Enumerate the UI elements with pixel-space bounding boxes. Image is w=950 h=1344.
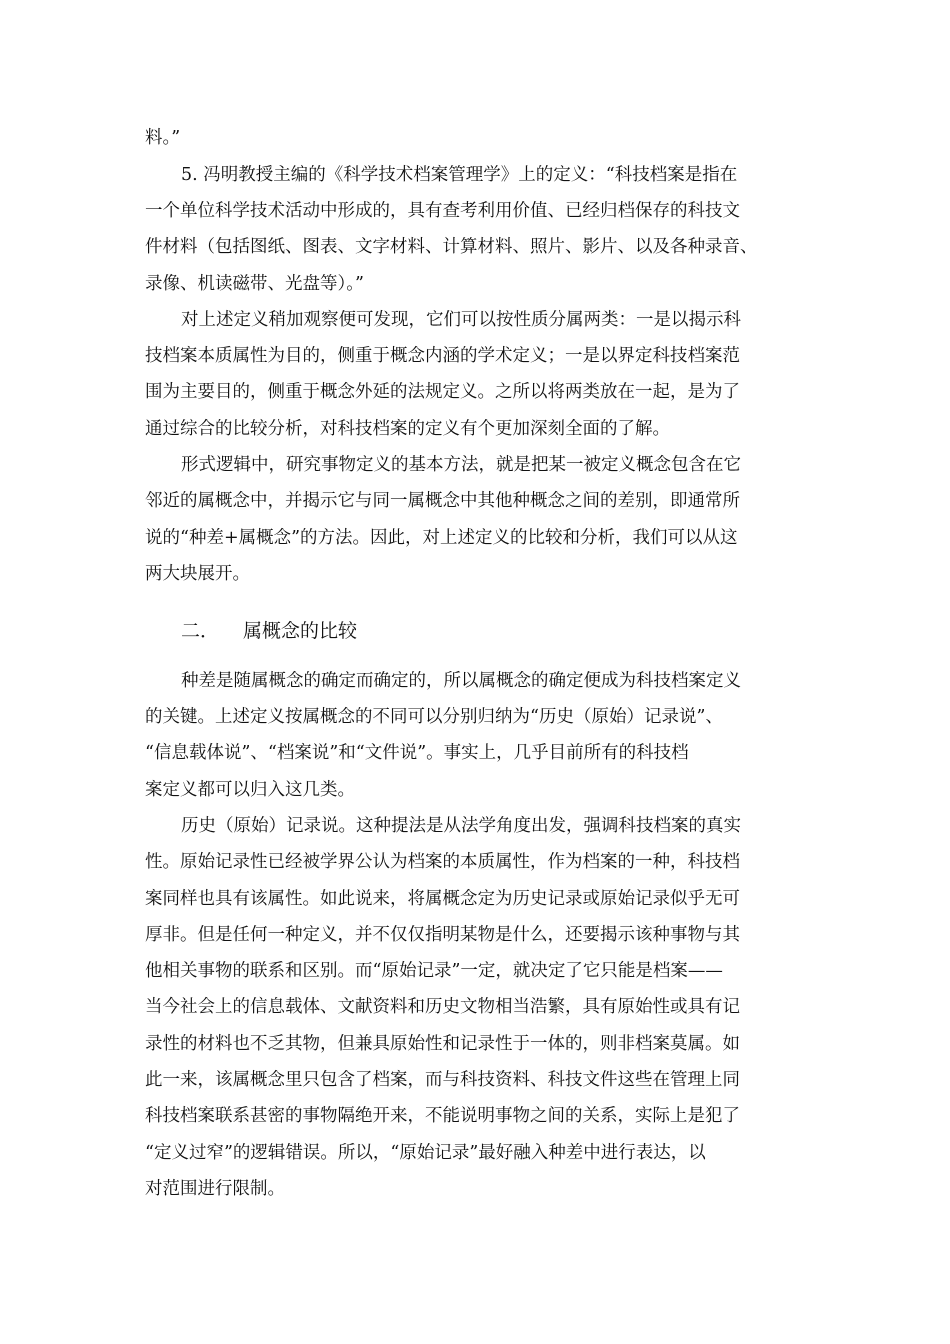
text-line: 邻近的属概念中，并揭示它与同一属概念中其他种概念之间的差别，即通常所	[145, 491, 740, 511]
text-line: 5. 冯明教授主编的《科学技术档案管理学》上的定义：“科技档案是指在	[181, 165, 738, 185]
text-line: 科技档案联系甚密的事物隔绝开来，不能说明事物之间的关系，实际上是犯了	[145, 1106, 740, 1126]
text-line: 围为主要目的，侧重于概念外延的法规定义。之所以将两类放在一起，是为了	[145, 382, 740, 402]
section-number: 二．	[181, 620, 220, 642]
section-heading	[181, 618, 357, 644]
text-line: 一个单位科学技术活动中形成的，具有查考利用价值、已经归档保存的科技文	[145, 201, 740, 221]
text-line: 对范围进行限制。	[145, 1179, 285, 1199]
text-line: 厚非。但是任何一种定义，并不仅仅指明某物是什么，还要揭示该种事物与其	[145, 925, 740, 945]
text-line: 案同样也具有该属性。如此说来，将属概念定为历史记录或原始记录似乎无可	[145, 889, 740, 909]
text-line: 历史（原始）记录说。这种提法是从法学角度出发，强调科技档案的真实	[181, 816, 741, 836]
text-line: “信息载体说”、“档案说”和“文件说”。事实上，几乎目前所有的科技档	[145, 743, 689, 763]
text-line: 案定义都可以归入这几类。	[145, 780, 355, 800]
text-line: 形式逻辑中，研究事物定义的基本方法，就是把某一被定义概念包含在它	[181, 455, 741, 475]
text-line: 两大块展开。	[145, 564, 250, 584]
text-line: 当今社会上的信息载体、文献资料和历史文物相当浩繁，具有原始性或具有记	[145, 997, 740, 1017]
text-line: 性。原始记录性已经被学界公认为档案的本质属性，作为档案的一种，科技档	[145, 852, 740, 872]
text-line: 件材料（包括图纸、图表、文字材料、计算材料、照片、影片、以及各种录音、	[145, 237, 758, 257]
text-line: 对上述定义稍加观察便可发现，它们可以按性质分属两类：一是以揭示科	[181, 310, 741, 330]
text-line: 料。”	[145, 128, 181, 148]
text-line: 的关键。上述定义按属概念的不同可以分别归纳为“历史（原始）记录说”、	[145, 707, 723, 727]
text-line: 技档案本质属性为目的，侧重于概念内涵的学术定义；一是以界定科技档案范	[145, 346, 740, 366]
text-line: 通过综合的比较分析，对科技档案的定义有个更加深刻全面的了解。	[145, 419, 670, 439]
text-line: 录像、机读磁带、光盘等）。”	[145, 274, 364, 294]
text-line: “定义过窄”的逻辑错误。所以，“原始记录”最好融入种差中进行表达，以	[145, 1143, 706, 1163]
text-line: 种差是随属概念的确定而确定的，所以属概念的确定便成为科技档案定义	[181, 671, 741, 691]
text-line: 此一来，该属概念里只包含了档案，而与科技资料、科技文件这些在管理上同	[145, 1070, 740, 1090]
section-title: 属概念的比较	[243, 620, 358, 642]
text-line: 录性的材料也不乏其物，但兼具原始性和记录性于一体的，则非档案莫属。如	[145, 1034, 740, 1054]
text-line: 他相关事物的联系和区别。而“原始记录”一定，就决定了它只能是档案——	[145, 961, 723, 981]
text-line: 说的“种差+属概念”的方法。因此，对上述定义的比较和分析，我们可以从这	[145, 528, 738, 548]
